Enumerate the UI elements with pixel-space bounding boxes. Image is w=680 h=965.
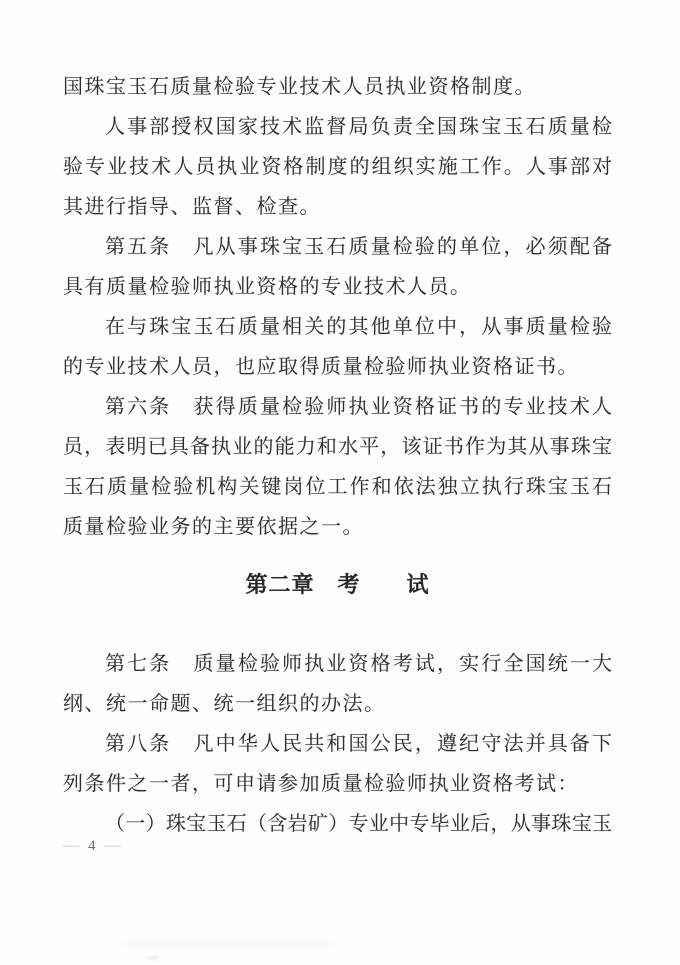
scan-artifact xyxy=(146,956,160,960)
text-line: 其进行指导、监督、检查。 xyxy=(63,196,321,218)
text-line: 第五条 凡从事珠宝玉石质量检验的单位，必须配备 xyxy=(105,236,612,258)
text-line: 纲、统一命题、统一组织的办法。 xyxy=(63,693,386,715)
page-number-value: 4 xyxy=(88,838,96,854)
page-number-dash-right: — xyxy=(104,837,121,854)
text-line: 具有质量检验师执业资格的专业技术人员。 xyxy=(63,276,472,298)
text-line: （一）珠宝玉石（含岩矿）专业中专毕业后，从事珠宝玉 xyxy=(105,813,612,835)
text-line: 质量检验业务的主要依据之一。 xyxy=(63,516,364,538)
text-line: 人事部授权国家技术监督局负责全国珠宝玉石质量检 xyxy=(105,116,612,138)
text-line: 的专业技术人员，也应取得质量检验师执业资格证书。 xyxy=(63,356,579,378)
text-line: 第八条 凡中华人民共和国公民，遵纪守法并具备下 xyxy=(105,733,612,755)
text-line: 验专业技术人员执业资格制度的组织实施工作。人事部对 xyxy=(63,156,612,178)
page-number xyxy=(63,836,121,856)
text-line: 国珠宝玉石质量检验专业技术人员执业资格制度。 xyxy=(63,76,536,98)
text-line: 列条件之一者，可申请参加质量检验师执业资格考试： xyxy=(63,773,579,795)
document-text-block xyxy=(63,67,612,844)
text-line: 员，表明已具备执业的能力和水平，该证书作为其从事珠宝 xyxy=(63,436,612,458)
chapter-heading: 第二章 考 试 xyxy=(245,572,430,597)
page-number-dash-left: — xyxy=(63,837,79,854)
text-line: 第七条 质量检验师执业资格考试，实行全国统一大 xyxy=(105,653,612,675)
text-line: 在与珠宝玉石质量相关的其他单位中，从事质量检验 xyxy=(105,316,612,338)
text-line: 玉石质量检验机构关键岗位工作和依法独立执行珠宝玉石 xyxy=(63,476,612,498)
scan-artifact xyxy=(120,940,340,948)
text-line: 第六条 获得质量检验师执业资格证书的专业技术人 xyxy=(105,396,612,418)
